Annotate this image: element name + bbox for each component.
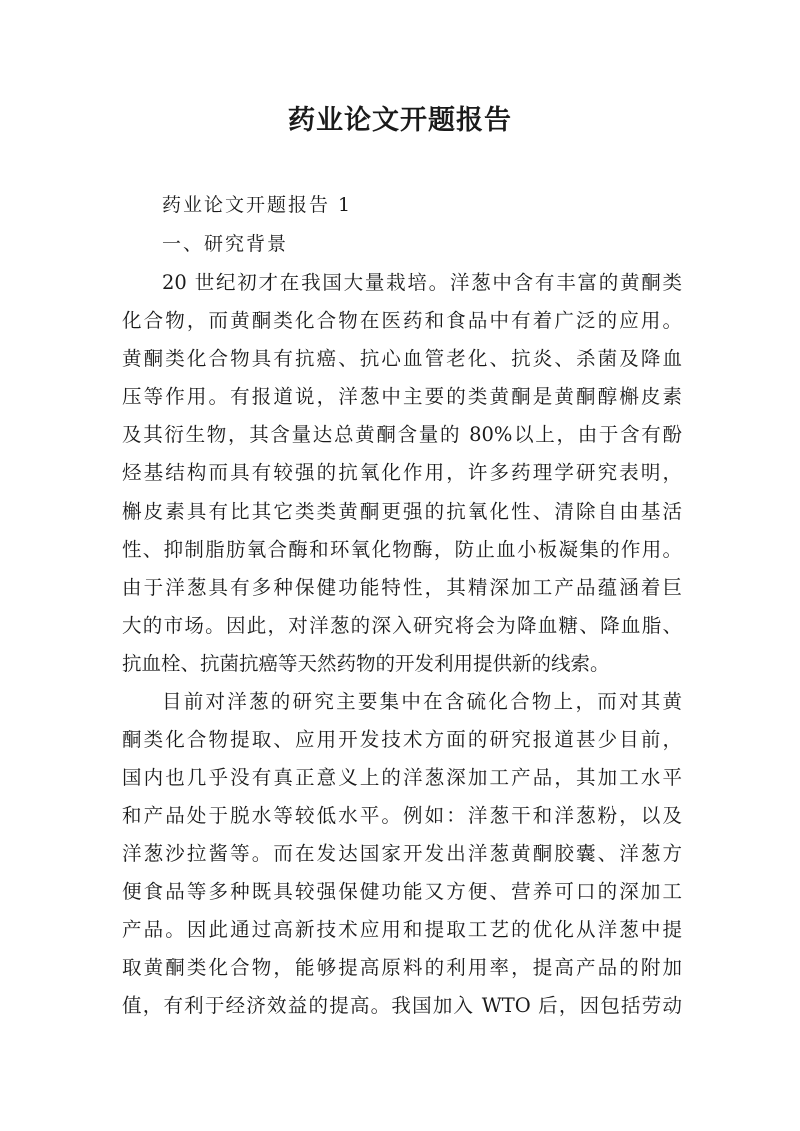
paragraph-line: 和产品处于脱水等较低水平。例如：洋葱干和洋葱粉，以及 (122, 804, 682, 827)
paragraph-line: 烃基结构而具有较强的抗氧化作用，许多药理学研究表明， (122, 461, 682, 484)
paragraph-line: 槲皮素具有比其它类类黄酮更强的抗氧化性、清除自由基活 (122, 500, 682, 523)
document-title: 药业论文开题报告 (288, 105, 512, 136)
report-subtitle: 药业论文开题报告 1 (162, 194, 353, 216)
paragraph-line: 黄酮类化合物具有抗癌、抗心血管老化、抗炎、杀菌及降血 (122, 347, 682, 370)
paragraph-line: 20 世纪初才在我国大量栽培。洋葱中含有丰富的黄酮类 (162, 271, 682, 294)
paragraph-line: 压等作用。有报道说，洋葱中主要的类黄酮是黄酮醇槲皮素 (122, 385, 682, 408)
paragraph-line: 目前对洋葱的研究主要集中在含硫化合物上，而对其黄 (162, 690, 682, 713)
paragraph-line: 酮类化合物提取、应用开发技术方面的研究报道甚少目前， (122, 728, 682, 751)
paragraph-line: 大的市场。因此，对洋葱的深入研究将会为降血糖、降血脂、 (122, 614, 682, 637)
section-heading: 一、研究背景 (162, 233, 289, 255)
paragraph-line: 取黄酮类化合物，能够提高原料的利用率，提高产品的附加 (122, 956, 682, 979)
paragraph-line: 性、抑制脂肪氧合酶和环氧化物酶，防止血小板凝集的作用。 (122, 538, 682, 561)
paragraph-line: 便食品等多种既具较强保健功能又方便、营养可口的深加工 (122, 880, 682, 903)
paragraph-line: 洋葱沙拉酱等。而在发达国家开发出洋葱黄酮胶囊、洋葱方 (122, 842, 682, 865)
paragraph-line: 由于洋葱具有多种保健功能特性，其精深加工产品蕴涵着巨 (122, 576, 682, 599)
paragraph-line: 国内也几乎没有真正意义上的洋葱深加工产品，其加工水平 (122, 766, 682, 789)
paragraph-line: 及其衍生物，其含量达总黄酮含量的 80%以上，由于含有酚 (122, 423, 682, 446)
paragraph-line: 抗血栓、抗菌抗癌等天然药物的开发利用提供新的线索。 (122, 652, 610, 675)
paragraph-line: 产品。因此通过高新技术应用和提取工艺的优化从洋葱中提 (122, 918, 682, 941)
paragraph-line: 化合物，而黄酮类化合物在医药和食品中有着广泛的应用。 (122, 309, 682, 332)
paragraph-line: 值，有利于经济效益的提高。我国加入 WTO 后，因包括劳动 (122, 994, 682, 1017)
